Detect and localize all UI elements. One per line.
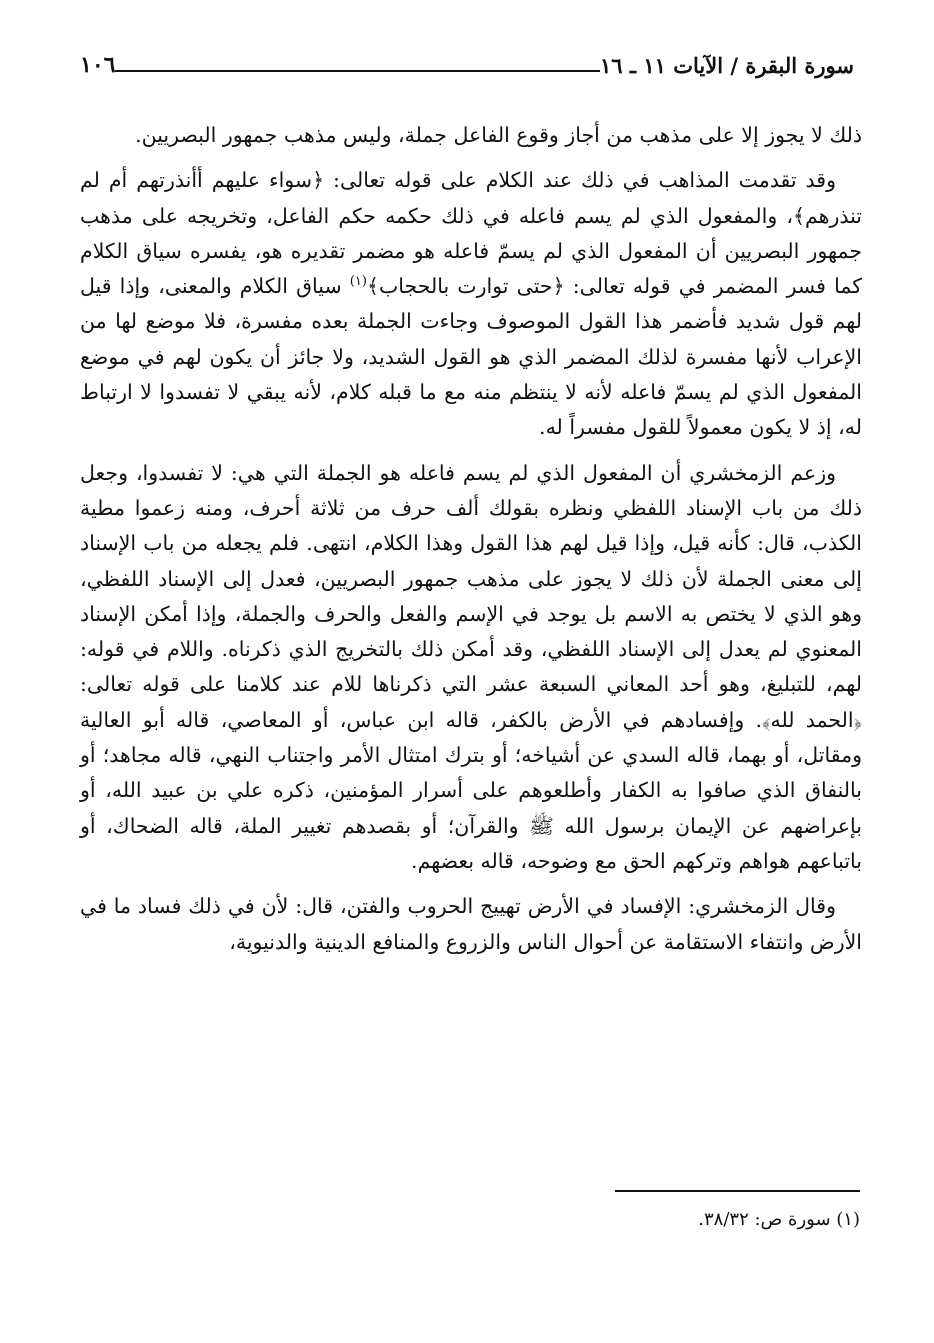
running-title: سورة البقرة / الآيات ١١ ـ ١٦ <box>599 53 854 78</box>
paragraph: وقال الزمخشري: الإفساد في الأرض تهييج الحروب والفتن، قال: لأن في ذلك فساد ما في الأرض وانتفاء الاستقامة عن أحوال الناس والزروع والمنافع الدينية والدنيوية، <box>80 894 862 954</box>
footnote: (١) سورة ص: ٣٨/٣٢. <box>698 1209 860 1230</box>
footnote-marker[interactable]: (١) <box>349 274 367 290</box>
paragraph-part: وقد تقدمت المذاهب في ذلك عند الكلام على قوله تعالى: ﴿سواء عليهم أأنذرتهم أم لم تنذرهم﴾، والمفعول الذي لم يسم فاعله في ذلك حكمه حكم الفاعل، وتخريجه على مذهب جمهور البصريين أن المفعول الذي لم يسمّ فاعله هو مضمر تقديره هو، يفسره سياق الكلام كما فسر المضمر في قوله تعالى: ﴿حتى توارت بالحجاب﴾ <box>80 168 862 299</box>
header-rule <box>115 70 600 72</box>
page-header <box>72 48 862 78</box>
main-text <box>80 118 862 960</box>
page-number: ١٠٦ <box>80 52 116 78</box>
footnote-separator <box>615 1190 860 1192</box>
paragraph-part: سياق الكلام والمعنى، وإذا قيل لهم قول شديد فأضمر هذا القول الموصوف وجاءت الجملة بعده مفسرة، فلا موضع لها من الإعراب لأنها مفسرة لذلك المضمر الذي هو القول الشديد، ولا جائز أن يكون لهم في موضع المفعول الذي لم يسمّ فاعله لأنه لا ينتظم منه مع ما قبله كلام، لأنه يبقي لا تفسدوا لا ارتباط له، إذ لا يكون معمولاً للقول مفسراً له. <box>80 274 862 440</box>
paragraph: ذلك لا يجوز إلا على مذهب من أجاز وقوع الفاعل جملة، وليس مذهب جمهور البصريين. <box>135 123 862 147</box>
paragraph: وزعم الزمخشري أن المفعول الذي لم يسم فاعله هو الجملة التي هي: لا تفسدوا، وجعل ذلك من باب الإسناد اللفظي ونظره بقولك ألف حرف من ثلاثة أحرف، ومنه زعموا مطية الكذب، قال: كأنه قيل، وإذا قيل لهم هذا القول وهذا الكلام، انتهى. فلم يجعله من باب الإسناد إلى معنى الجملة لأن ذلك لا يجوز على مذهب جمهور البصريين، فعدل إلى الإسناد اللفظي، وهو الذي لا يختص به الاسم بل يوجد في الإسم والفعل والحرف والجملة، وإذا أمكن الإسناد المعنوي لم يعدل إلى الإسناد اللفظي، وقد أمكن ذلك بالتخريج الذي ذكرناه. واللام في قوله: لهم، للتبليغ، وهو أحد المعاني السبعة عشر التي ذكرناها للام عند كلامنا على قوله تعالى: ﴿الحمد لله﴾. وإفسادهم في الأرض بالكفر، قاله ابن عباس، أو المعاصي، قاله أبو العالية ومقاتل، أو بهما، قاله السدي عن أشياخه؛ أو بترك امتثال الأمر واجتناب النهي، قاله مجاهد؛ أو بالنفاق الذي صافوا به الكفار وأطلعوهم على أسرار المؤمنين، ذكره علي بن عبيد الله، أو بإعراضهم عن الإيمان برسول الله ﷺ والقرآن؛ أو بقصدهم تغيير الملة، قاله الضحاك، أو باتباعهم هواهم وتركهم الحق مع وضوحه، قاله بعضهم. <box>80 460 862 873</box>
paragraph-with-footnote <box>80 163 862 445</box>
